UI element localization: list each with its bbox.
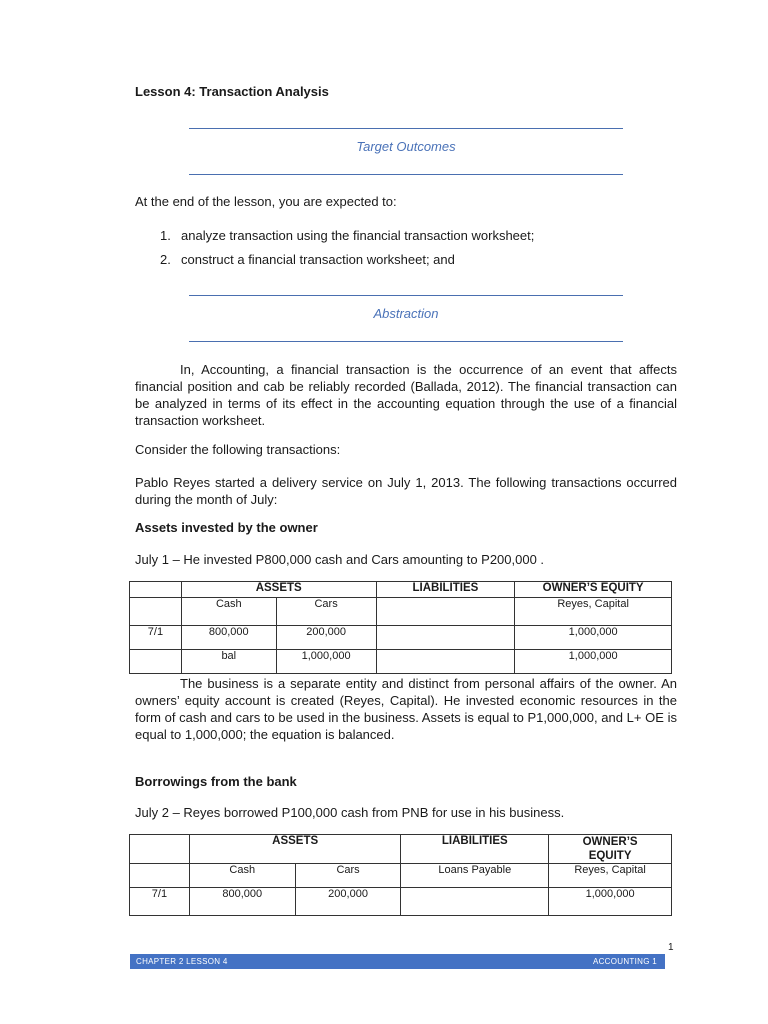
- page-title: Lesson 4: Transaction Analysis: [135, 84, 329, 99]
- cell-cash: 800,000: [181, 626, 276, 650]
- cell-equity: 1,000,000: [549, 888, 672, 916]
- footer-chapter: CHAPTER 2 LESSON 4: [136, 957, 228, 966]
- header-owners-equity: OWNER’S EQUITY: [515, 582, 672, 598]
- cell-date: [130, 650, 182, 674]
- worksheet-table-1: [129, 581, 672, 674]
- table-cell: [130, 864, 190, 888]
- list-text: analyze transaction using the financial transaction worksheet;: [181, 228, 535, 243]
- list-number: 2.: [160, 252, 171, 267]
- header-owners-equity-line2: EQUITY: [588, 850, 632, 862]
- cell-cars: 200,000: [276, 626, 376, 650]
- subheader-loans-payable: Loans Payable: [401, 864, 549, 888]
- table-header-row: [130, 835, 672, 864]
- divider: [189, 341, 623, 342]
- table-cell: [130, 598, 182, 626]
- divider: [189, 128, 623, 129]
- cell-loans-payable: [401, 888, 549, 916]
- header-owners-equity-line1: OWNER’S: [582, 836, 638, 848]
- transaction-july-1: July 1 – He invested P800,000 cash and Cars amounting to P200,000 .: [135, 552, 545, 567]
- cell-cash: bal: [181, 650, 276, 674]
- table-header-row: [130, 582, 672, 598]
- cell-cars: 1,000,000: [276, 650, 376, 674]
- subheader-capital: Reyes, Capital: [549, 864, 672, 888]
- header-liabilities: LIABILITIES: [376, 582, 515, 598]
- subheader-cars: Cars: [276, 598, 376, 626]
- list-item: [160, 252, 455, 267]
- header-liabilities: LIABILITIES: [401, 835, 549, 864]
- cell-cash: 800,000: [189, 888, 295, 916]
- cell-date: 7/1: [130, 888, 190, 916]
- cell-equity: 1,000,000: [515, 650, 672, 674]
- worksheet-table-2: [129, 834, 672, 916]
- header-assets: ASSETS: [181, 582, 376, 598]
- paragraph: In, Accounting, a financial transaction is the occurrence of an event that affects financial position and cab be reliably recorded (Ballada, 2012). The financial transaction can be analyzed in terms of its effect in the accounting equation through the use of a financial transaction worksheet.: [135, 362, 677, 428]
- cell-equity: 1,000,000: [515, 626, 672, 650]
- footer-course: ACCOUNTING 1: [592, 957, 657, 966]
- table-row: [130, 888, 672, 916]
- paragraph: Pablo Reyes started a delivery service on July 1, 2013. The following transactions occurred during the month of July:: [135, 475, 677, 507]
- table-row: [130, 650, 672, 674]
- section-target-outcomes: Target Outcomes: [356, 139, 456, 154]
- divider: [189, 174, 623, 175]
- table-cell: [130, 582, 182, 598]
- page-number: 1: [668, 942, 674, 953]
- footer-bar: [130, 954, 665, 969]
- intro-text: At the end of the lesson, you are expected to:: [135, 194, 397, 209]
- table-row: [130, 626, 672, 650]
- paragraph: The business is a separate entity and distinct from personal affairs of the owner. An owners’ equity account is created (Reyes, Capital). He invested economic resources in the form of cash and cars to be used in the business. Assets is equal to P1,000,000, and L+ OE is equal to 1,000,000; the equation is balanced.: [135, 676, 677, 742]
- table-cell: [376, 598, 515, 626]
- table-subheader-row: [130, 864, 672, 888]
- list-text: construct a financial transaction worksheet; and: [181, 252, 455, 267]
- heading-borrowings: Borrowings from the bank: [135, 774, 297, 789]
- list-item: [160, 228, 534, 243]
- consider-text: Consider the following transactions:: [135, 442, 341, 457]
- header-owners-equity: [549, 835, 672, 864]
- heading-assets-invested: Assets invested by the owner: [135, 520, 318, 535]
- subheader-cash: Cash: [181, 598, 276, 626]
- table-cell: [130, 835, 190, 864]
- transaction-july-2: July 2 – Reyes borrowed P100,000 cash from PNB for use in his business.: [135, 805, 565, 820]
- cell-liabilities: [376, 626, 515, 650]
- divider: [189, 295, 623, 296]
- subheader-capital: Reyes, Capital: [515, 598, 672, 626]
- cell-liabilities: [376, 650, 515, 674]
- subheader-cash: Cash: [189, 864, 295, 888]
- cell-cars: 200,000: [295, 888, 401, 916]
- section-abstraction: Abstraction: [373, 306, 439, 321]
- header-assets: ASSETS: [189, 835, 401, 864]
- cell-date: 7/1: [130, 626, 182, 650]
- subheader-cars: Cars: [295, 864, 401, 888]
- list-number: 1.: [160, 228, 171, 243]
- table-subheader-row: [130, 598, 672, 626]
